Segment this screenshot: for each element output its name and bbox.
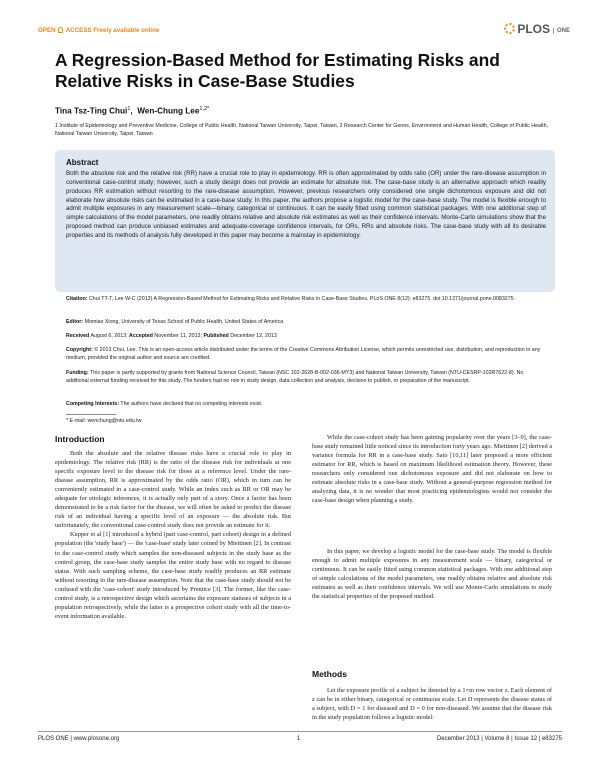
plos-logo-text: PLOS [517,22,550,36]
intro-paragraph-2: Kupper et al [1] introduced a hybrid (part case-control, part cohort) design in a defined population (the 'study base') — the 'case-base' study later coined by Miettinen [2]. In contrast to the case-control study which samples the non-diseased subjects in the study base as the control group, the case-base study samples the entire study base with no regard to disease status. With such sampling scheme, the case-base study readily produces an RR estimate without resorting to the rare-disease assumption. Note that the case-base study should not be confused with the 'case-cohort' study introduced by Prentice [3]. The former, like the case-control study, is a retrospective design which ascertains the exposure statuses of subjects in a population retrospectively, while the latter is a prospective cohort study with all the time-to-event information available. [55,531,291,620]
intro-paragraph-4: In this paper, we develop a logistic model for the case-base study. The model is flexible enough to admit multiple exposures in any measurement scale — binary, categorical or continuous. It can be easily fitted using common statistical packages. With one additional step of simple calculations of the model parameters, one readily obtains relative and absolute risk estimates as well as their confidence intervals. We will use Monte-Carlo simulations to study the statistical properties of the proposed method. [312,548,552,601]
author-2: Wen-Chung Lee [137,106,200,116]
copyright-label: Copyright: [66,347,93,353]
interests-text: The authors have declared that no competing interests exist. [120,401,263,407]
interests-label: Competing Interests: [66,401,119,407]
paper-title: A Regression-Based Method for Estimating Risks and Relative Risks in Case-Base Studies [55,50,500,91]
email-divider [66,414,116,415]
received-label: Received [66,333,90,339]
copyright-text: © 2013 Chui, Lee. This is an open-access article distributed under the terms of the Creative Commons Attribution License, which permits unrestricted use, distribution, and reproduction in any medium, provided the original author and source are credited. [66,347,541,361]
editor [66,319,546,327]
right-column-middle [312,547,552,601]
footer-journal: PLOS ONE | www.plosone.org [38,736,120,742]
editor-label: Editor: [66,319,84,325]
author-2-affil: 1,2* [199,106,210,112]
plos-logo-sub: ONE [553,28,570,34]
received-date: August 6, 2013; [90,333,128,339]
published-date: December 12, 2013 [230,333,277,339]
left-column [55,449,291,621]
funding-label: Funding: [66,370,89,376]
funding-text: This paper is partly supported by grants from National Science Council, Taiwan (NSC 102-2628-B-002-036-MY3) and National Taiwan University, Taiwan (NTU-CESRP-102R7622-8). No additional external funding received for this study. The funders had no role in study design, data collection and analysis, decision to publish, or preparation of the manuscript. [66,370,524,384]
corresponding-email[interactable]: * E-mail: wenchung@ntu.edu.tw [66,418,142,424]
citation-text: Chui TT-T, Lee W-C (2013) A Regression-Based Method for Estimating Risks and Relative Risks in Case-Base Studies. PLoS ONE 8(12): e83275. doi:10.1371/journal.pone.0083275 [88,296,514,302]
introduction-heading: Introduction [55,434,105,444]
footer-rule [38,731,562,732]
author-1-affil: 1 [127,106,131,112]
abstract-text: Both the absolute risk and the relative risk (RR) have a crucial role to play in epidemiology. RR is often approximated by odds ratio (OR) under the rare-disease assumption in conventional case-control study; however, such a study design does not provide an estimate for absolute risk. The case-base study is an alternative approach which readily produces RR estimation without resorting to the rare-disease assumption. However, previous researchers only considered one single dichotomous exposure and did not elaborate how absolute risks can be estimated in a case-base study. In this paper, the authors propose a logistic model for the case-base study. The model is flexible enough to admit multiple exposures in any measurement scale—binary, categorical or continuous. It can be easily fitted using common statistical packages. With one additional step of simple calculations of the model parameters, one readily obtains relative and absolute risk estimates as well as their confidence intervals. Monte-Carlo simulations show that the proposed method can produce unbiased estimates and adequate-coverage confidence intervals, for ORs, RRs and absolute risks. The case-base study with all its desirable properties and its methods of analysis fully developed in this paper may become a mainstay in epidemiology. [66,170,546,239]
footer-issue: December 2013 | Volume 8 | Issue 12 | e83275 [436,736,562,742]
page-number: 1 [297,736,301,742]
published-label: Published [203,333,229,339]
open-access-label-2: ACCESS [65,27,92,34]
accepted-label: Accepted [129,333,153,339]
freely-available-label: Freely available online [93,27,160,34]
open-access-lock-icon [58,27,63,33]
accepted-date: November 11, 2013; [154,333,202,339]
author-1: Tina Tsz-Ting Chui [55,106,128,116]
copyright [66,347,546,362]
plos-sun-icon [504,23,515,34]
right-column-bottom [312,686,552,722]
open-access-label: OPEN [38,27,56,34]
funding [66,370,546,385]
methods-heading: Methods [312,669,347,679]
editor-text: Momiao Xiong, University of Texas School of Public Health, United States of America [84,319,284,325]
intro-paragraph-1: Both the absolute and the relative disease risks have a crucial role to play in epidemiology. The relative risk (RR) is the ratio of the disease risk for individuals at one specific exposure level to the disease risk for those at a reference level. Under the rare-disease assumption, RR is approximated by the odds ratio (OR), which in turn can be conveniently estimated in a case-control study. While an index such as RR or OR may be adequate for etiologic inferences, it is actually only part of a story. Once a factor has been demonstrated to be a risk factor for the disease, we will often be asked to predict the disease risk of an individual having a specific level of an exposure — the absolute risk. But unfortunately, the conventional case-control study does not provide an estimate for it. [55,450,291,530]
author-list: Tina Tsz-Ting Chui$^1$, Wen-Chung Lee$^{1,2*}$ [55,106,210,116]
competing-interests [66,401,546,409]
citation-label: Citation: [66,296,88,302]
right-column-top [312,433,552,505]
affiliations: 1 Institute of Epidemiology and Preventive Medicine, College of Public Health, National Taiwan University, Taipei, Taiwan, 2 Research Center for Genes, Environment and Human Health, College of Public Health, National Taiwan University, Taipei, Taiwan [55,123,549,137]
abstract-heading: Abstract [66,158,99,167]
open-access-badge [38,27,159,34]
dates [66,333,546,341]
citation [66,296,546,304]
intro-paragraph-3: While the case-cohort study has been gaining popularity over the years [3–9], the case-base study remained little noticed since its introduction forty years ago. Miettinen [2] derived a variance formula for RR in a case-base study. Sato [10,11] later proposed a more efficient estimator for RR, which is based on maximum likelihood estimation theory. However, these researchers only considered one dichotomous exposure and did not elaborate on how to estimate absolute risks in a case-base study. Without a general-purpose regression method for analyzing data, it is no wonder that most practicing epidemiologists would not consider the case-base design when planning a study. [312,434,552,505]
plos-one-logo [504,22,570,36]
methods-paragraph-1: Let the exposure profile of a subject be denoted by a 1×m row vector z. Each element of z can be in either binary, categorical or continuous scale. Let D represents the disease status of a subject, with D = 1 for diseased and D = 0 for non-diseased. We assume that the disease risk in the study population follows a logistic model: [312,687,552,722]
